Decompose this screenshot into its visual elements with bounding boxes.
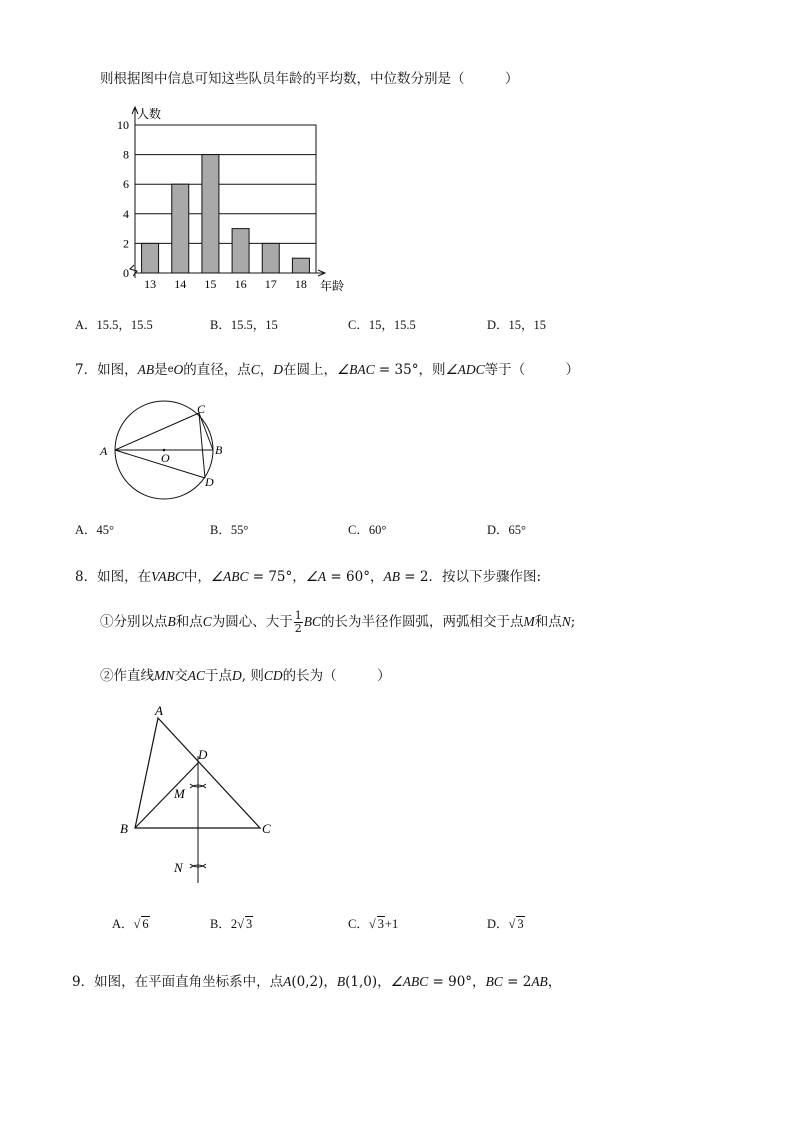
q6-option-c[interactable]: C．15，15.5 <box>348 318 416 332</box>
q7-option-a[interactable]: A．45° <box>75 523 115 537</box>
y-tick-label: 2 <box>123 236 129 251</box>
label-o: O <box>161 451 170 465</box>
q8-option-b[interactable]: B．2√ 3 <box>210 917 253 931</box>
y-tick-label: 0 <box>123 266 129 280</box>
bar-15 <box>202 155 219 273</box>
bar-13 <box>142 243 159 273</box>
chart-y-ticks <box>117 118 129 280</box>
segment-ac <box>115 413 199 450</box>
chart-x-label: 年龄 <box>320 279 345 293</box>
q6-option-a[interactable]: A．15.5，15.5 <box>75 318 153 332</box>
segment-cd <box>199 413 205 478</box>
plot-frame <box>135 125 316 273</box>
q8-option-a[interactable]: A．√ 6 <box>112 917 149 931</box>
label-n: N <box>174 860 183 875</box>
q7-option-c[interactable]: C．60° <box>348 523 387 537</box>
label-m: M <box>174 786 185 801</box>
label-d: D <box>198 747 208 762</box>
bar-18 <box>292 258 309 273</box>
bar-14 <box>172 184 189 273</box>
q7-option-d[interactable]: D．65° <box>487 523 527 537</box>
x-tick-label: 17 <box>264 277 277 291</box>
q7-option-b[interactable]: B．55° <box>210 523 249 537</box>
y-tick-label: 8 <box>123 147 129 162</box>
bar-16 <box>232 229 249 273</box>
x-tick-label: 13 <box>144 277 157 291</box>
y-tick-label: 4 <box>123 206 129 221</box>
x-tick-label: 14 <box>174 277 187 291</box>
x-tick-label: 16 <box>234 277 247 291</box>
age-bar-chart <box>100 100 360 300</box>
chart-x-ticks <box>144 277 307 291</box>
bar-17 <box>262 243 279 273</box>
label-a: A <box>155 703 163 718</box>
segment-bd <box>135 763 198 828</box>
label-d: D <box>205 475 214 489</box>
chart-y-label: 人数 <box>137 107 162 121</box>
label-a: A <box>100 444 108 458</box>
q6-stem: 则根据图中信息可知这些队员年龄的平均数，中位数分别是（ ） <box>100 71 519 87</box>
q7-circle-figure <box>95 395 235 505</box>
x-tick-label: 15 <box>204 277 217 291</box>
q8-stem: 8．如图，在VABC中，∠ABC = 75°，∠A = 60°，AB = 2．按以下步骤作图: <box>75 569 541 585</box>
y-tick-label: 10 <box>117 118 129 132</box>
q9-stem: 9．如图，在平面直角坐标系中，点A(0,2)，B(1,0)，∠ABC = 90°，BC = 2AB， <box>72 974 562 990</box>
q6-option-d[interactable]: D．15，15 <box>487 318 547 332</box>
y-tick-label: 6 <box>123 177 129 192</box>
chart-axes <box>130 107 325 278</box>
q8-step-1: ①分别以点B和点C为圆心、大于 $\frac{1}{2}$ BC的长为半径作圆弧，两弧相交于点M和点N; <box>100 609 576 635</box>
chart-grid <box>135 125 316 273</box>
label-c: C <box>262 821 271 836</box>
q6-option-b[interactable]: B．15.5，15 <box>210 318 278 332</box>
q8-option-c[interactable]: C．√ 3+1 <box>348 917 399 931</box>
label-c: C <box>197 402 206 416</box>
axis-break-mark <box>130 265 137 276</box>
q8-option-d[interactable]: D．√ 3 <box>487 917 524 931</box>
q7-stem: 7．如图，AB是eO的直径，点C，D在圆上，∠BAC = 35°，则∠ADC等于（ ） <box>75 362 580 378</box>
fraction-half: $\frac{1}{2}$ <box>294 609 302 635</box>
q8-step-2: ②作直线MN交AC于点D, 则CD的长为（ ） <box>100 668 391 684</box>
label-b: B <box>215 443 223 457</box>
x-tick-label: 18 <box>294 277 307 291</box>
segment-ad <box>115 450 205 478</box>
label-b: B <box>120 821 128 836</box>
q8-triangle-figure <box>110 698 290 888</box>
